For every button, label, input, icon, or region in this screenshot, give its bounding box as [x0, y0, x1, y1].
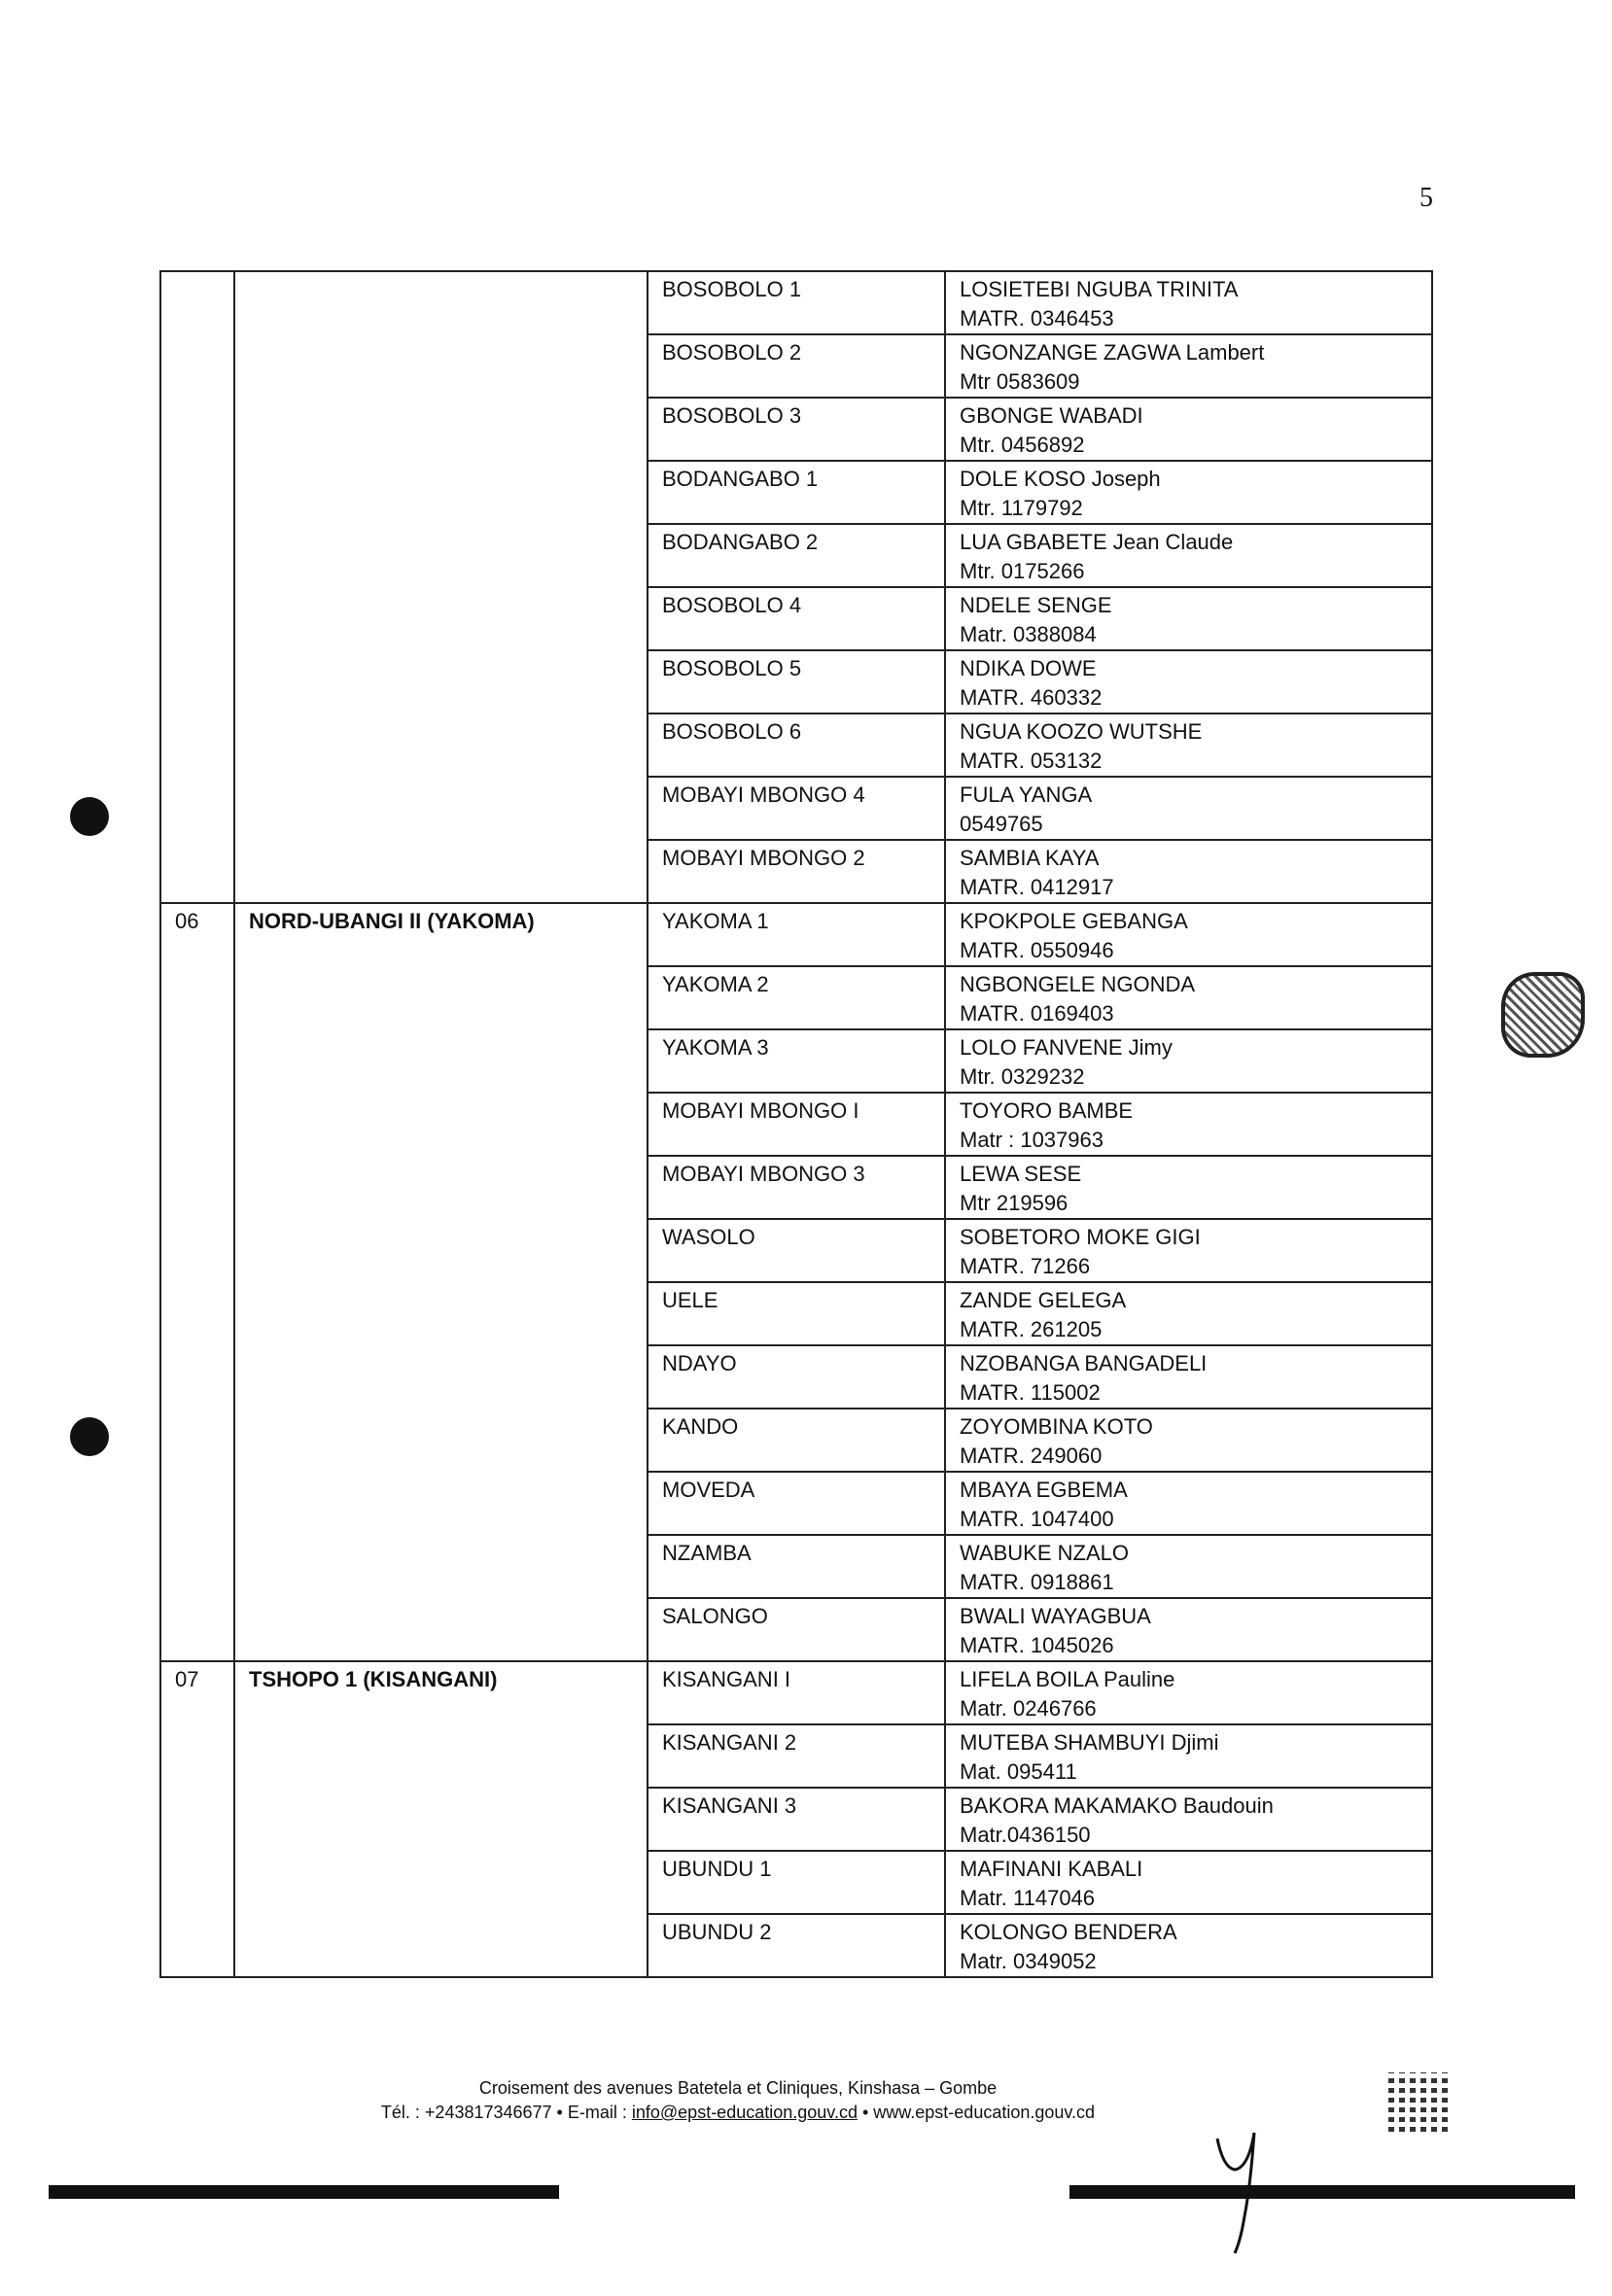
stamp-mark	[1501, 972, 1585, 1058]
subdivision-name: KISANGANI 3	[662, 1793, 797, 1818]
official-matricule: MATR. 1045026	[960, 1633, 1114, 1657]
subdivision-name: BOSOBOLO 2	[662, 340, 802, 365]
subdivision-cell	[648, 398, 945, 461]
official-matricule: Mtr 219596	[960, 1191, 1069, 1215]
page-number: 5	[1419, 183, 1433, 213]
official-cell	[945, 903, 1432, 966]
footer-email-link[interactable]: info@epst-education.gouv.cd	[631, 2103, 858, 2122]
official-cell	[945, 1851, 1432, 1914]
official-matricule: Mtr. 0329232	[960, 1064, 1085, 1089]
official-cell	[945, 1724, 1432, 1788]
subdivision-name: KANDO	[662, 1414, 739, 1439]
row-number: 07	[160, 1661, 234, 1977]
official-name: MBAYA EGBEMA	[960, 1478, 1128, 1502]
subdivision-cell	[648, 1851, 945, 1914]
official-matricule: Mtr. 0456892	[960, 433, 1085, 457]
province-cell	[234, 271, 648, 903]
official-matricule: MATR. 0550946	[960, 938, 1114, 962]
footer-tel: Tél. : +243817346677 • E-mail :	[380, 2103, 632, 2122]
official-cell	[945, 1788, 1432, 1851]
subdivision-name: UBUNDU 1	[662, 1857, 772, 1881]
roster-body	[160, 271, 1432, 1977]
table-row	[160, 1661, 1432, 1724]
subdivision-name: MOBAYI MBONGO 4	[662, 783, 865, 807]
official-matricule: Matr : 1037963	[960, 1128, 1104, 1152]
official-matricule: MATR. 0918861	[960, 1570, 1114, 1594]
footer-address: Croisement des avenues Batetela et Cliniques, Kinshasa – Gombe	[478, 2078, 998, 2098]
signature	[1206, 2119, 1283, 2255]
subdivision-cell	[648, 1029, 945, 1093]
official-cell	[945, 524, 1432, 587]
official-matricule: MATR. 115002	[960, 1380, 1101, 1405]
official-cell	[945, 1914, 1432, 1977]
official-matricule: Mtr. 0175266	[960, 559, 1085, 583]
subdivision-name: BOSOBOLO 3	[662, 403, 802, 428]
official-name: BAKORA MAKAMAKO Baudouin	[960, 1793, 1274, 1818]
official-name: MUTEBA SHAMBUYI Djimi	[960, 1730, 1219, 1755]
province-name: NORD-UBANGI II (YAKOMA)	[249, 909, 535, 933]
official-cell	[945, 1345, 1432, 1409]
official-name: LEWA SESE	[960, 1162, 1082, 1186]
official-name: SOBETORO MOKE GIGI	[960, 1225, 1201, 1249]
province-cell	[234, 903, 648, 1661]
official-name: LOLO FANVENE Jimy	[960, 1035, 1173, 1060]
official-matricule: MATR. 261205	[960, 1317, 1103, 1341]
subdivision-cell	[648, 1535, 945, 1598]
subdivision-cell	[648, 1598, 945, 1661]
footer-bar-left	[49, 2185, 559, 2199]
province-cell	[234, 1661, 648, 1977]
official-name: SAMBIA KAYA	[960, 846, 1100, 870]
subdivision-name: MOBAYI MBONGO 3	[662, 1162, 865, 1186]
official-cell	[945, 1472, 1432, 1535]
qr-code	[1388, 2072, 1453, 2137]
subdivision-cell	[648, 1156, 945, 1219]
official-cell	[945, 1598, 1432, 1661]
subdivision-name: YAKOMA 3	[662, 1035, 769, 1060]
official-name: KPOKPOLE GEBANGA	[960, 909, 1188, 933]
subdivision-name: KISANGANI I	[662, 1667, 791, 1691]
official-cell	[945, 840, 1432, 903]
official-matricule: Mat. 095411	[960, 1759, 1077, 1784]
subdivision-name: YAKOMA 1	[662, 909, 769, 933]
official-matricule: Matr. 1147046	[960, 1886, 1096, 1910]
subdivision-cell	[648, 587, 945, 650]
subdivision-name: KISANGANI 2	[662, 1730, 797, 1755]
official-cell	[945, 1409, 1432, 1472]
official-name: LOSIETEBI NGUBA TRINITA	[960, 277, 1239, 301]
official-name: LUA GBABETE Jean Claude	[960, 530, 1234, 554]
official-cell	[945, 1029, 1432, 1093]
official-cell	[945, 1156, 1432, 1219]
subdivision-cell	[648, 1788, 945, 1851]
official-name: NZOBANGA BANGADELI	[960, 1351, 1208, 1375]
official-matricule: MATR. 0346453	[960, 306, 1114, 330]
official-cell	[945, 966, 1432, 1029]
subdivision-name: NDAYO	[662, 1351, 737, 1375]
subdivision-name: SALONGO	[662, 1604, 768, 1628]
row-number: 06	[160, 903, 234, 1661]
subdivision-name: NZAMBA	[662, 1541, 752, 1565]
official-cell	[945, 650, 1432, 713]
official-name: NDELE SENGE	[960, 593, 1112, 617]
roster-table	[159, 270, 1433, 1978]
subdivision-name: BODANGABO 2	[662, 530, 819, 554]
row-number	[160, 271, 234, 903]
official-cell	[945, 461, 1432, 524]
official-name: KOLONGO BENDERA	[960, 1920, 1177, 1944]
official-cell	[945, 271, 1432, 334]
subdivision-name: WASOLO	[662, 1225, 755, 1249]
footer	[0, 2076, 1612, 2125]
subdivision-cell	[648, 1219, 945, 1282]
official-matricule: MATR. 71266	[960, 1254, 1091, 1278]
official-name: NGONZANGE ZAGWA Lambert	[960, 340, 1265, 365]
official-cell	[945, 398, 1432, 461]
subdivision-cell	[648, 1409, 945, 1472]
official-matricule: Matr. 0349052	[960, 1949, 1097, 1973]
official-name: ZANDE GELEGA	[960, 1288, 1127, 1312]
official-cell	[945, 1219, 1432, 1282]
subdivision-cell	[648, 840, 945, 903]
subdivision-cell	[648, 1724, 945, 1788]
subdivision-cell	[648, 524, 945, 587]
subdivision-name: UBUNDU 2	[662, 1920, 772, 1944]
subdivision-cell	[648, 777, 945, 840]
subdivision-cell	[648, 903, 945, 966]
official-name: NGBONGELE NGONDA	[960, 972, 1196, 996]
subdivision-name: BODANGABO 1	[662, 467, 819, 491]
table-row	[160, 271, 1432, 334]
official-cell	[945, 1093, 1432, 1156]
punch-hole	[70, 797, 109, 836]
official-name: ZOYOMBINA KOTO	[960, 1414, 1153, 1439]
subdivision-cell	[648, 1914, 945, 1977]
official-name: FULA YANGA	[960, 783, 1093, 807]
subdivision-cell	[648, 334, 945, 398]
official-cell	[945, 713, 1432, 777]
official-matricule: MATR. 460332	[960, 685, 1103, 710]
footer-bar-right	[1069, 2185, 1575, 2199]
official-name: DOLE KOSO Joseph	[960, 467, 1161, 491]
official-matricule: Mtr 0583609	[960, 369, 1080, 394]
punch-hole	[70, 1417, 109, 1456]
subdivision-cell	[648, 650, 945, 713]
province-name: TSHOPO 1 (KISANGANI)	[249, 1667, 498, 1691]
official-name: TOYORO BAMBE	[960, 1098, 1134, 1123]
official-matricule: Matr. 0246766	[960, 1696, 1097, 1721]
subdivision-name: MOBAYI MBONGO I	[662, 1098, 859, 1123]
subdivision-name: BOSOBOLO 1	[662, 277, 802, 301]
official-cell	[945, 334, 1432, 398]
official-cell	[945, 1535, 1432, 1598]
footer-contact	[0, 2101, 1612, 2125]
official-name: NGUA KOOZO WUTSHE	[960, 719, 1203, 744]
subdivision-name: BOSOBOLO 4	[662, 593, 802, 617]
official-cell	[945, 777, 1432, 840]
official-matricule: 0549765	[960, 812, 1043, 836]
official-name: GBONGE WABADI	[960, 403, 1143, 428]
official-name: LIFELA BOILA Pauline	[960, 1667, 1175, 1691]
official-name: NDIKA DOWE	[960, 656, 1097, 680]
table-row	[160, 903, 1432, 966]
subdivision-cell	[648, 1282, 945, 1345]
official-matricule: MATR. 249060	[960, 1444, 1103, 1468]
subdivision-cell	[648, 271, 945, 334]
subdivision-cell	[648, 1093, 945, 1156]
official-name: MAFINANI KABALI	[960, 1857, 1143, 1881]
official-matricule: Matr.0436150	[960, 1823, 1091, 1847]
official-matricule: Matr. 0388084	[960, 622, 1097, 646]
subdivision-cell	[648, 1345, 945, 1409]
subdivision-cell	[648, 1472, 945, 1535]
subdivision-cell	[648, 966, 945, 1029]
official-matricule: MATR. 0412917	[960, 875, 1114, 899]
official-matricule: MATR. 1047400	[960, 1507, 1114, 1531]
subdivision-name: MOBAYI MBONGO 2	[662, 846, 865, 870]
official-cell	[945, 587, 1432, 650]
official-name: WABUKE NZALO	[960, 1541, 1129, 1565]
official-cell	[945, 1661, 1432, 1724]
official-name: BWALI WAYAGBUA	[960, 1604, 1151, 1628]
official-matricule: MATR. 0169403	[960, 1001, 1114, 1026]
official-matricule: MATR. 053132	[960, 748, 1103, 773]
subdivision-cell	[648, 713, 945, 777]
subdivision-name: MOVEDA	[662, 1478, 755, 1502]
official-cell	[945, 1282, 1432, 1345]
subdivision-name: BOSOBOLO 5	[662, 656, 802, 680]
subdivision-name: UELE	[662, 1288, 718, 1312]
subdivision-name: YAKOMA 2	[662, 972, 769, 996]
official-matricule: Mtr. 1179792	[960, 496, 1083, 520]
footer-website: • www.epst-education.gouv.cd	[857, 2103, 1096, 2122]
subdivision-name: BOSOBOLO 6	[662, 719, 802, 744]
subdivision-cell	[648, 1661, 945, 1724]
subdivision-cell	[648, 461, 945, 524]
